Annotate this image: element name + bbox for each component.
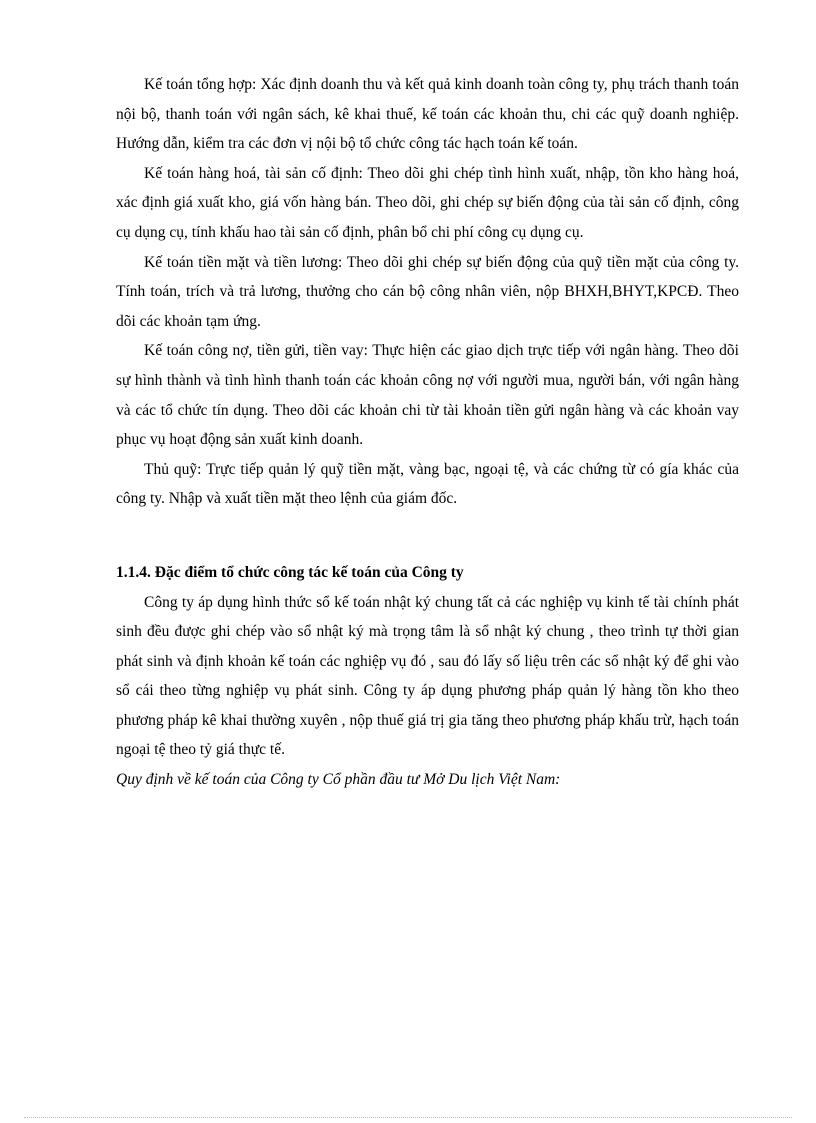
paragraph-general-accountant: Kế toán tổng hợp: Xác định doanh thu và kết quả kinh doanh toàn công ty, phụ trách thanh toán nội bộ, thanh toán với ngân sách, kê khai thuế, kế toán các khoản thu, chi các quỹ doanh nghiệp. Hướng dẫn, kiểm tra các đơn vị nội bộ tổ chức công tác hạch toán kế toán. <box>116 76 739 153</box>
section-heading: 1.1.4. Đặc điểm tổ chức công tác kế toán của Công ty <box>116 563 464 581</box>
paragraph-accounting-organization: Công ty áp dụng hình thức sổ kế toán nhật ký chung tất cả các nghiệp vụ kinh tế tài chính phát sinh đều được ghi chép vào sổ nhật ký mà trọng tâm là sổ nhật ký chung , theo trình tự thời gian phát sinh và định khoản kế toán các nghiệp vụ đó , sau đó lấy số liệu trên các sổ nhật ký để ghi vào sổ cái theo từng nghiệp vụ phát sinh. Công ty áp dụng phương pháp quản lý hàng tồn kho theo phương pháp kê khai thường xuyên , nộp thuế giá trị gia tăng theo phương pháp khấu trừ, hạch toán ngoại tệ theo tỷ giá thực tế. <box>116 593 739 759</box>
paragraph-cash-salary: Kế toán tiền mặt và tiền lương: Theo dõi ghi chép sự biến động của quỹ tiền mặt của công ty. Tính toán, trích và trả lương, thưởng cho cán bộ công nhân viên, nộp BHXH,BHYT,KPCĐ. Theo dõi các khoản tạm ứng. <box>116 253 739 330</box>
italic-subheading: Quy định về kế toán của Công ty Cổ phần đầu tư Mở Du lịch Việt Nam: <box>116 771 561 789</box>
paragraph-debt-deposits-loans: Kế toán công nợ, tiền gửi, tiền vay: Thực hiện các giao dịch trực tiếp với ngân hàng. Theo dõi sự hình thành và tình hình thanh toán các khoản công nợ với người mua, người bán, với ngân hàng và các tổ chức tín dụng. Theo dõi các khoản chi từ tài khoản tiền gửi ngân hàng và các khoản vay phục vụ hoạt động sản xuất kinh doanh. <box>116 342 739 449</box>
page-bottom-divider <box>24 1117 792 1118</box>
document-page <box>116 70 739 795</box>
section-spacer <box>116 514 739 558</box>
paragraph-goods-fixed-assets: Kế toán hàng hoá, tài sản cố định: Theo dõi ghi chép tình hình xuất, nhập, tồn kho hàng hoá, xác định giá xuất kho, giá vốn hàng bán. Theo dõi, ghi chép sự biến động của tài sản cố định, công cụ dụng cụ, tính khấu hao tài sản cố định, phân bổ chi phí công cụ dụng cụ. <box>116 164 739 241</box>
paragraph-treasurer: Thủ quỹ: Trực tiếp quản lý quỹ tiền mặt, vàng bạc, ngoại tệ, và các chứng từ có gía khác của công ty. Nhập và xuất tiền mặt theo lệnh của giám đốc. <box>116 460 739 508</box>
